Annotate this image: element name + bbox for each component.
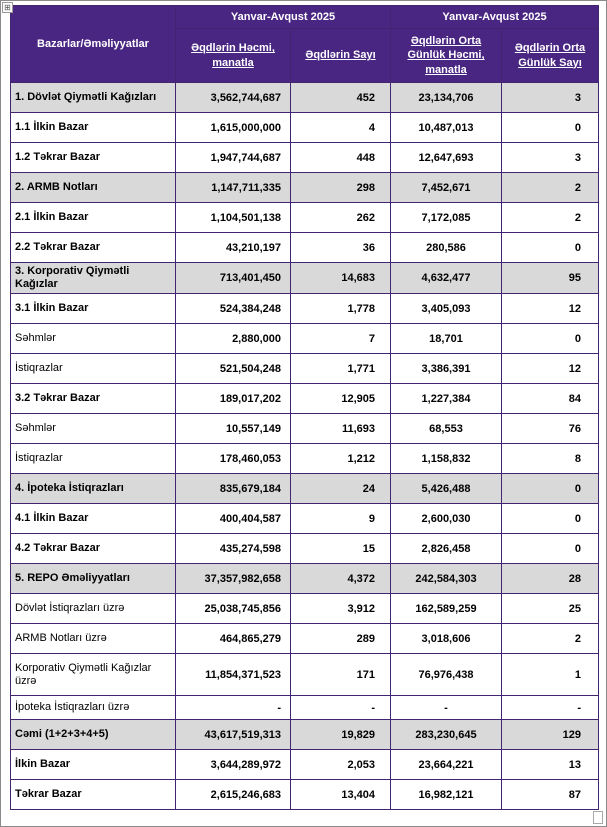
cell-avg-daily-count: 8 xyxy=(502,444,599,474)
row-label: 3.1 İlkin Bazar xyxy=(11,294,176,324)
group-header-period-2: Yanvar-Avqust 2025 xyxy=(391,6,599,29)
cell-avg-daily-volume: 1,227,384 xyxy=(391,384,502,414)
table-row xyxy=(11,173,599,203)
row-label: Dövlət İstiqrazları üzrə xyxy=(11,594,176,624)
cell-avg-daily-volume: 23,664,221 xyxy=(391,750,502,780)
table-row xyxy=(11,83,599,113)
cell-deal-volume: 25,038,745,856 xyxy=(176,594,291,624)
cell-deal-count: 1,212 xyxy=(291,444,391,474)
cell-avg-daily-count: 0 xyxy=(502,534,599,564)
cell-deal-volume: - xyxy=(176,696,291,720)
cell-deal-count: 15 xyxy=(291,534,391,564)
cell-avg-daily-volume: 7,172,085 xyxy=(391,203,502,233)
row-label: 4.1 İlkin Bazar xyxy=(11,504,176,534)
cell-deal-volume: 524,384,248 xyxy=(176,294,291,324)
cell-deal-volume: 400,404,587 xyxy=(176,504,291,534)
cell-avg-daily-count: 95 xyxy=(502,263,599,294)
row-label: İlkin Bazar xyxy=(11,750,176,780)
table-row xyxy=(11,384,599,414)
table-row xyxy=(11,354,599,384)
row-label: 2.1 İlkin Bazar xyxy=(11,203,176,233)
cell-deal-volume: 464,865,279 xyxy=(176,624,291,654)
cell-deal-count: 452 xyxy=(291,83,391,113)
table-row xyxy=(11,233,599,263)
cell-deal-count: 36 xyxy=(291,233,391,263)
cell-deal-volume: 11,854,371,523 xyxy=(176,654,291,696)
cell-deal-count: 2,053 xyxy=(291,750,391,780)
cell-avg-daily-count: 28 xyxy=(502,564,599,594)
cell-avg-daily-count: 25 xyxy=(502,594,599,624)
cell-deal-count: 448 xyxy=(291,143,391,173)
cell-avg-daily-volume: 16,982,121 xyxy=(391,780,502,810)
cell-avg-daily-count: 2 xyxy=(502,624,599,654)
cell-avg-daily-volume: 68,553 xyxy=(391,414,502,444)
cell-avg-daily-count: 129 xyxy=(502,720,599,750)
cell-deal-count: 24 xyxy=(291,474,391,504)
cell-avg-daily-volume: 3,386,391 xyxy=(391,354,502,384)
cell-avg-daily-volume: 5,426,488 xyxy=(391,474,502,504)
table-row xyxy=(11,750,599,780)
table-body xyxy=(11,83,599,810)
table-row xyxy=(11,474,599,504)
table-row xyxy=(11,324,599,354)
row-label: 2. ARMB Notları xyxy=(11,173,176,203)
cell-avg-daily-count: 0 xyxy=(502,324,599,354)
row-label: 1. Dövlət Qiymətli Kağızları xyxy=(11,83,176,113)
cell-avg-daily-count: 1 xyxy=(502,654,599,696)
cell-deal-volume: 1,147,711,335 xyxy=(176,173,291,203)
cell-avg-daily-count: 13 xyxy=(502,750,599,780)
column-header-avg-daily-volume-label: Əqdlərin Orta Günlük Həcmi, manatla xyxy=(407,35,485,76)
cell-avg-daily-count: 0 xyxy=(502,504,599,534)
cell-deal-count: 3,912 xyxy=(291,594,391,624)
row-label: İstiqrazlar xyxy=(11,444,176,474)
cell-avg-daily-volume: 12,647,693 xyxy=(391,143,502,173)
cell-avg-daily-count: 0 xyxy=(502,113,599,143)
column-header-avg-daily-count-label: Əqdlərin Orta Günlük Sayı xyxy=(514,42,586,69)
cell-deal-volume: 189,017,202 xyxy=(176,384,291,414)
table-row xyxy=(11,294,599,324)
row-label: 4. İpoteka İstiqrazları xyxy=(11,474,176,504)
row-label: 1.1 İlkin Bazar xyxy=(11,113,176,143)
table-row xyxy=(11,720,599,750)
row-label: Korporativ Qiymətli Kağızlar üzrə xyxy=(11,654,176,696)
column-header-deal-volume xyxy=(176,29,291,83)
cell-deal-volume: 43,210,197 xyxy=(176,233,291,263)
row-label: 1.2 Təkrar Bazar xyxy=(11,143,176,173)
cell-avg-daily-count: 0 xyxy=(502,474,599,504)
cell-avg-daily-volume: 280,586 xyxy=(391,233,502,263)
cell-deal-count: 298 xyxy=(291,173,391,203)
row-label: 4.2 Təkrar Bazar xyxy=(11,534,176,564)
cell-deal-volume: 835,679,184 xyxy=(176,474,291,504)
scroll-handle[interactable] xyxy=(593,811,603,824)
cell-deal-volume: 1,615,000,000 xyxy=(176,113,291,143)
cell-avg-daily-count: 12 xyxy=(502,294,599,324)
cell-avg-daily-volume: - xyxy=(391,696,502,720)
column-header-deal-count xyxy=(291,29,391,83)
column-header-deal-volume-label: Əqdlərin Həcmi, manatla xyxy=(191,42,275,69)
row-label: Təkrar Bazar xyxy=(11,780,176,810)
cell-avg-daily-volume: 7,452,671 xyxy=(391,173,502,203)
cell-deal-count: 13,404 xyxy=(291,780,391,810)
cell-deal-count: 4 xyxy=(291,113,391,143)
cell-deal-volume: 713,401,450 xyxy=(176,263,291,294)
row-label: 3. Korporativ Qiymətli Kağızlar xyxy=(11,263,176,294)
cell-avg-daily-volume: 10,487,013 xyxy=(391,113,502,143)
cell-avg-daily-volume: 3,018,606 xyxy=(391,624,502,654)
cell-avg-daily-count: 2 xyxy=(502,203,599,233)
cell-deal-count: 262 xyxy=(291,203,391,233)
table-row xyxy=(11,113,599,143)
cell-avg-daily-count: 3 xyxy=(502,83,599,113)
cell-deal-volume: 2,880,000 xyxy=(176,324,291,354)
table-row xyxy=(11,654,599,696)
cell-deal-count: 4,372 xyxy=(291,564,391,594)
cell-avg-daily-volume: 76,976,438 xyxy=(391,654,502,696)
cell-deal-volume: 37,357,982,658 xyxy=(176,564,291,594)
cell-deal-count: 1,778 xyxy=(291,294,391,324)
cell-avg-daily-volume: 242,584,303 xyxy=(391,564,502,594)
row-label: ARMB Notları üzrə xyxy=(11,624,176,654)
cell-deal-count: - xyxy=(291,696,391,720)
row-label: 3.2 Təkrar Bazar xyxy=(11,384,176,414)
row-label: Səhmlər xyxy=(11,414,176,444)
cell-deal-volume: 178,460,053 xyxy=(176,444,291,474)
cell-deal-volume: 1,947,744,687 xyxy=(176,143,291,173)
cell-deal-volume: 1,104,501,138 xyxy=(176,203,291,233)
cell-deal-volume: 3,644,289,972 xyxy=(176,750,291,780)
cell-deal-volume: 2,615,246,683 xyxy=(176,780,291,810)
cell-avg-daily-volume: 162,589,259 xyxy=(391,594,502,624)
cell-deal-count: 19,829 xyxy=(291,720,391,750)
cell-avg-daily-volume: 3,405,093 xyxy=(391,294,502,324)
table-row xyxy=(11,594,599,624)
table-row xyxy=(11,444,599,474)
table-row xyxy=(11,696,599,720)
cell-avg-daily-volume: 23,134,706 xyxy=(391,83,502,113)
column-header-deal-count-label: Əqdlərin Sayı xyxy=(305,49,376,62)
cell-deal-count: 1,771 xyxy=(291,354,391,384)
cell-avg-daily-count: 2 xyxy=(502,173,599,203)
cell-avg-daily-count: 87 xyxy=(502,780,599,810)
row-label: 2.2 Təkrar Bazar xyxy=(11,233,176,263)
column-header-markets-operations: Bazarlar/Əməliyyatlar xyxy=(11,6,176,83)
cell-avg-daily-count: 12 xyxy=(502,354,599,384)
cell-avg-daily-count: - xyxy=(502,696,599,720)
cell-avg-daily-volume: 4,632,477 xyxy=(391,263,502,294)
cell-deal-count: 7 xyxy=(291,324,391,354)
cell-avg-daily-volume: 2,600,030 xyxy=(391,504,502,534)
table-row xyxy=(11,780,599,810)
cell-deal-count: 9 xyxy=(291,504,391,534)
table-row xyxy=(11,263,599,294)
cell-avg-daily-count: 84 xyxy=(502,384,599,414)
cell-avg-daily-volume: 1,158,832 xyxy=(391,444,502,474)
cell-deal-volume: 10,557,149 xyxy=(176,414,291,444)
cell-deal-count: 289 xyxy=(291,624,391,654)
cell-deal-count: 171 xyxy=(291,654,391,696)
row-label: Cəmi (1+2+3+4+5) xyxy=(11,720,176,750)
cell-avg-daily-count: 0 xyxy=(502,233,599,263)
table-row xyxy=(11,534,599,564)
table-row xyxy=(11,143,599,173)
row-label: 5. REPO Əməliyyatları xyxy=(11,564,176,594)
table-row xyxy=(11,203,599,233)
securities-market-table xyxy=(10,5,599,810)
header-group-row xyxy=(11,6,599,29)
group-header-period-1: Yanvar-Avqust 2025 xyxy=(176,6,391,29)
cell-avg-daily-volume: 283,230,645 xyxy=(391,720,502,750)
table-row xyxy=(11,504,599,534)
column-header-avg-daily-count xyxy=(502,29,599,83)
cell-avg-daily-volume: 18,701 xyxy=(391,324,502,354)
table-select-handle-icon[interactable]: ⊞ xyxy=(2,2,13,13)
cell-deal-volume: 435,274,598 xyxy=(176,534,291,564)
column-header-avg-daily-volume xyxy=(391,29,502,83)
cell-deal-count: 11,693 xyxy=(291,414,391,444)
table-row xyxy=(11,624,599,654)
cell-deal-count: 14,683 xyxy=(291,263,391,294)
cell-avg-daily-count: 3 xyxy=(502,143,599,173)
row-label: Səhmlər xyxy=(11,324,176,354)
row-label: İstiqrazlar xyxy=(11,354,176,384)
cell-deal-volume: 3,562,744,687 xyxy=(176,83,291,113)
cell-deal-count: 12,905 xyxy=(291,384,391,414)
cell-avg-daily-volume: 2,826,458 xyxy=(391,534,502,564)
cell-deal-volume: 43,617,519,313 xyxy=(176,720,291,750)
cell-avg-daily-count: 76 xyxy=(502,414,599,444)
table-row xyxy=(11,414,599,444)
row-label: İpoteka İstiqrazları üzrə xyxy=(11,696,176,720)
table-header xyxy=(11,6,599,83)
table-row xyxy=(11,564,599,594)
cell-deal-volume: 521,504,248 xyxy=(176,354,291,384)
